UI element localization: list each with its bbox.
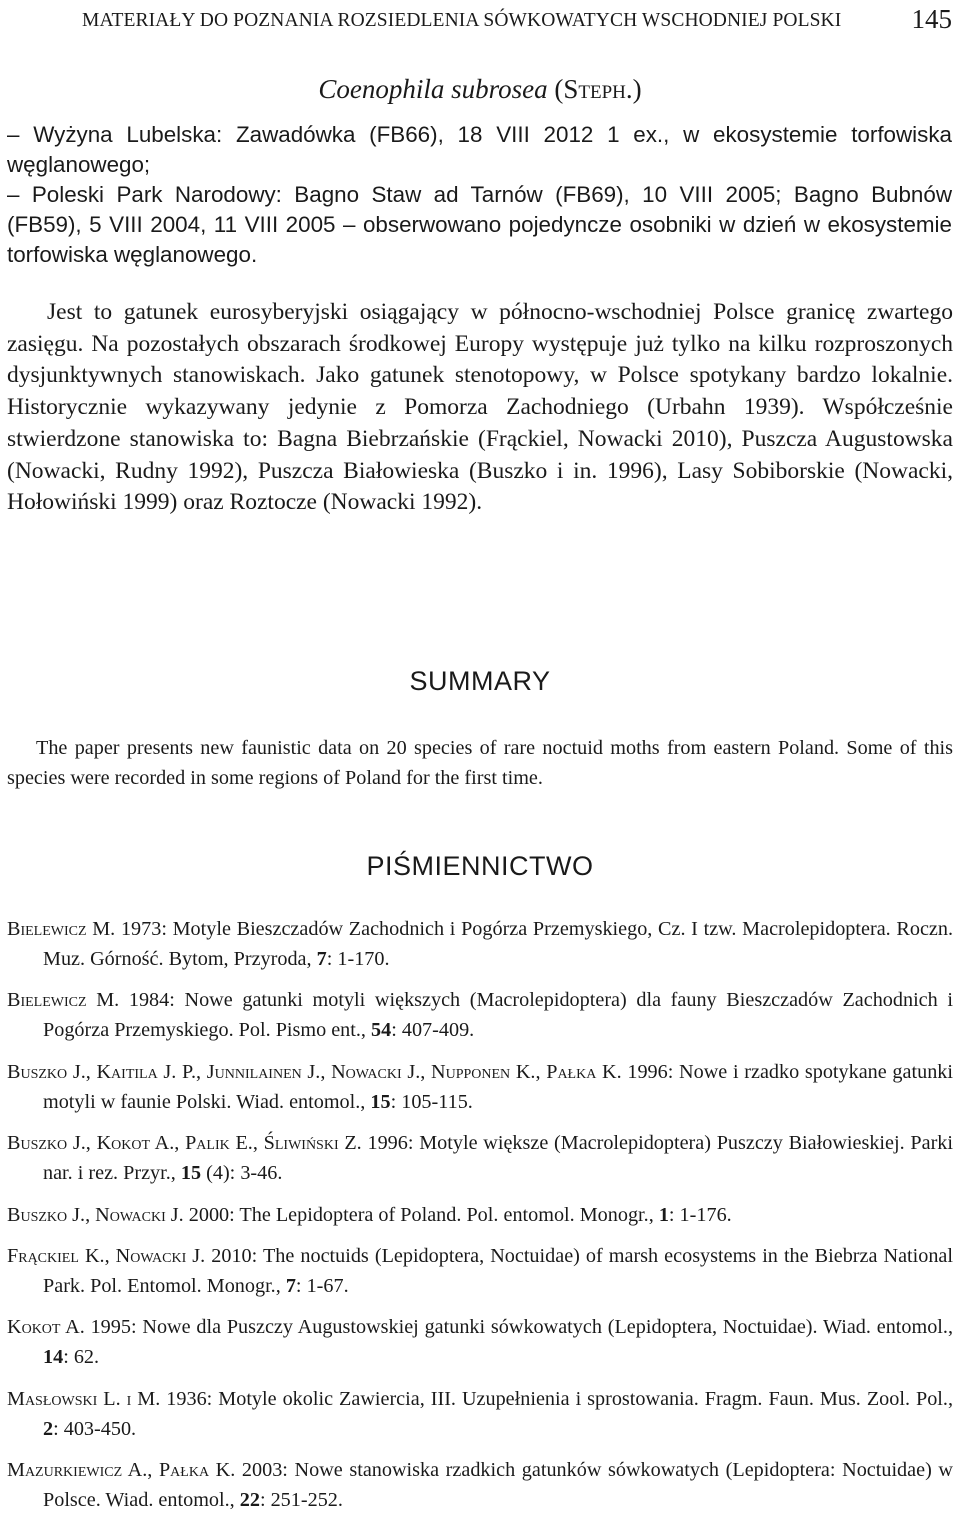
species-description xyxy=(7,297,953,519)
species-author: (Steph.) xyxy=(554,74,642,104)
reference-pages: : 1-67. xyxy=(295,1274,349,1297)
reference-volume: 22 xyxy=(239,1489,260,1512)
reference-year: 2010 xyxy=(211,1244,252,1267)
reference-item xyxy=(7,914,953,974)
page-number: 145 xyxy=(911,4,952,34)
reference-pages: (4): 3-46. xyxy=(201,1162,283,1185)
reference-volume: 14 xyxy=(43,1346,64,1369)
summary-heading: SUMMARY xyxy=(409,666,551,696)
reference-item xyxy=(7,1312,953,1372)
record-item: – Wyżyna Lubelska: Zawadówka (FB66), 18 VIII 2012 1 ex., w ekosystemie torfowiska węglanowego; xyxy=(7,122,952,177)
reference-volume: 54 xyxy=(371,1019,392,1042)
reference-text: : Motyle Bieszczadów Zachodnich i Pogórza Przemyskiego, Cz. I tzw. Macrolepidoptera. Roczn. Muz. Górność. Bytom, Przyroda, xyxy=(43,918,954,970)
references-heading: PIŚMIENNICTWO xyxy=(366,851,594,881)
reference-pages: : 1-176. xyxy=(668,1203,732,1226)
reference-authors: Buszko J., Kaitila J. P., Junnilainen J., Nowacki J., Nupponen K., Pałka K. xyxy=(7,1060,622,1083)
reference-year: 2000 xyxy=(188,1203,230,1226)
reference-year: 1996 xyxy=(627,1060,668,1083)
reference-year: 2003 xyxy=(241,1459,283,1482)
reference-volume: 15 xyxy=(370,1090,391,1113)
summary-text xyxy=(7,733,953,793)
reference-pages: : 251-252. xyxy=(259,1489,343,1512)
reference-authors: Masłowski L. i M. xyxy=(7,1387,161,1410)
reference-year: 1996 xyxy=(367,1132,408,1155)
reference-authors: Bielewicz M. xyxy=(7,989,120,1012)
species-title xyxy=(0,72,960,106)
reference-authors: Mazurkiewicz A., Pałka K. xyxy=(7,1459,236,1482)
species-name: Coenophila subrosea xyxy=(318,74,548,104)
references-list xyxy=(7,914,953,1527)
reference-pages: : 403-450. xyxy=(53,1417,137,1440)
reference-volume: 7 xyxy=(316,948,327,970)
reference-authors: Kokot A. xyxy=(7,1316,85,1339)
reference-volume: 15 xyxy=(180,1162,202,1185)
reference-pages: : 407-409. xyxy=(391,1019,475,1042)
reference-item xyxy=(7,1384,953,1444)
reference-text: : Nowe gatunki motyli większych (Macrolepidoptera) dla fauny Bieszczadów Zachodnich i Pogórza Przemyskiego. Pol. Pismo ent., xyxy=(43,989,953,1042)
reference-item xyxy=(7,1455,953,1515)
reference-item xyxy=(7,1057,953,1117)
reference-authors: Buszko J., Nowacki J. xyxy=(7,1203,184,1226)
reference-year: 1995 xyxy=(90,1316,131,1339)
reference-year: 1984 xyxy=(128,989,170,1012)
reference-year: 1936 xyxy=(166,1387,207,1410)
reference-pages: : 1-170. xyxy=(326,948,390,970)
reference-item xyxy=(7,985,953,1045)
reference-volume: 1 xyxy=(658,1203,669,1226)
reference-item xyxy=(7,1241,953,1301)
reference-text: : Nowe dla Puszczy Augustowskiej gatunki sówkowatych (Lepidoptera, Noctuidae). Wiad. entomol., xyxy=(130,1316,953,1339)
reference-item xyxy=(7,1128,953,1188)
reference-year: 1973 xyxy=(120,918,162,940)
reference-text: : The noctuids (Lepidoptera, Noctuidae) of marsh ecosystems in the Biebrza National Park. Pol. Entomol. Monogr., xyxy=(43,1244,953,1297)
reference-volume: 7 xyxy=(285,1274,296,1297)
running-header xyxy=(0,2,960,38)
description-paragraph: Jest to gatunek eurosyberyjski osiągający w północno-wschodniej Polsce granicę zwartego zasięgu. Na pozostałych obszarach środkowej Europy występuje już tylko na kilku rozproszonych dysjunktywnych stanowiskach. Jako gatunek stenotopowy, w Polsce spotykany bardzo lokalnie. Historycznie wykazywany jedynie z Pomorza Zachodniego (Urbahn 1939). Współcześnie stwierdzone stanowiska to: Bagna Biebrzańskie (Frąckiel, Nowacki 2010), Puszcza Augustowska (Nowacki, Rudny 1992), Puszcza Białowieska (Buszko i in. 1996), Lasy Sobiborskie (Nowacki, Hołowiński 1999) oraz Roztocze (Nowacki 1992). xyxy=(7,299,953,516)
reference-authors: Buszko J., Kokot A., Palik E., Śliwiński Z. xyxy=(7,1132,362,1155)
record-item: – Poleski Park Narodowy: Bagno Staw ad Tarnów (FB69), 10 VIII 2005; Bagno Bubnów (FB59), 5 VIII 2004, 11 VIII 2005 – obserwowano pojedyncze osobniki w dzień w ekosystemie torfowiska węglanowego. xyxy=(7,182,952,267)
reference-authors: Bielewicz M. xyxy=(7,918,116,940)
reference-pages: : 62. xyxy=(63,1346,100,1369)
reference-text: : Motyle większe (Macrolepidoptera) Puszczy Białowieskiej. Parki nar. i rez. Przyr., xyxy=(43,1132,953,1185)
summary-paragraph: The paper presents new faunistic data on 20 species of rare noctuid moths from eastern Poland. Some of this species were recorded in some regions of Poland for the first time. xyxy=(7,737,953,789)
reference-text: : Nowe i rzadko spotykane gatunki motyli w faunie Polski. Wiad. entomol., xyxy=(43,1060,953,1113)
species-records xyxy=(7,120,952,270)
reference-pages: : 105-115. xyxy=(390,1090,473,1113)
reference-text: : Motyle okolic Zawiercia, III. Uzupełnienia i sprostowania. Fragm. Faun. Mus. Zool. Pol., xyxy=(206,1387,954,1410)
running-header-title: MATERIAŁY DO POZNANIA ROZSIEDLENIA SÓWKOWATYCH WSCHODNIEJ POLSKI xyxy=(82,10,842,31)
reference-text: : The Lepidoptera of Poland. Pol. entomol. Monogr., xyxy=(229,1203,659,1226)
reference-text: : Nowe stanowiska rzadkich gatunków sówkowatych (Lepidoptera: Noctuidae) w Polsce. Wiad. entomol., xyxy=(43,1459,953,1512)
reference-volume: 2 xyxy=(43,1417,54,1440)
reference-authors: Frąckiel K., Nowacki J. xyxy=(7,1244,206,1267)
reference-item xyxy=(7,1200,953,1230)
